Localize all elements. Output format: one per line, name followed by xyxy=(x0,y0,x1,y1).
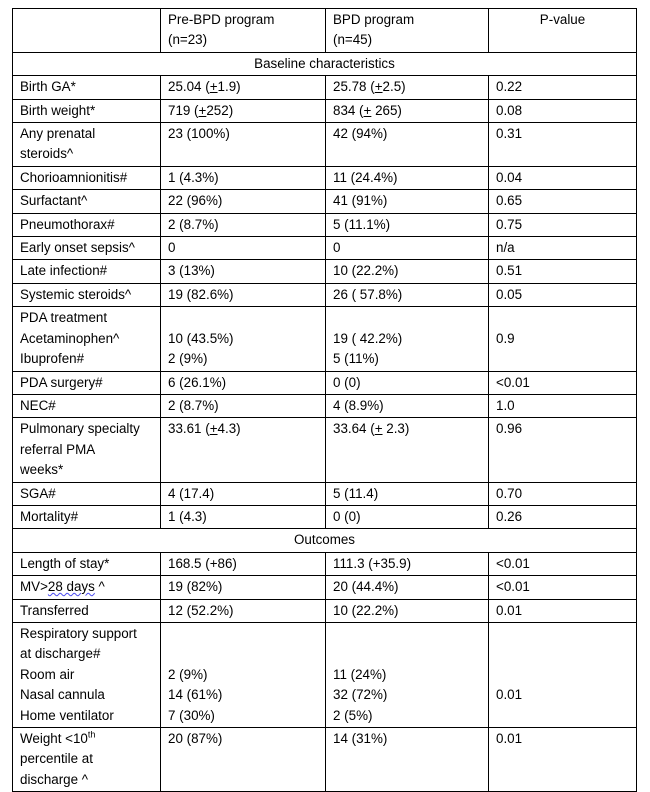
cell-label xyxy=(13,394,161,417)
cell-bpd xyxy=(326,166,489,189)
section-header-row xyxy=(13,529,637,552)
cell-line: 0.75 xyxy=(496,216,523,232)
cell-p xyxy=(489,237,637,260)
text-run: 265) xyxy=(371,102,402,118)
cell-line: PDA surgery# xyxy=(20,374,103,390)
cell-pre xyxy=(161,552,326,575)
cell-pre xyxy=(161,728,326,792)
cell-line: 10 (22.2%) xyxy=(333,263,399,279)
cell-label xyxy=(13,99,161,122)
cell-pre xyxy=(161,599,326,622)
cell-bpd xyxy=(326,123,489,167)
header-pre-n: (n=23) xyxy=(168,32,208,48)
cell-line xyxy=(496,624,629,644)
table-row xyxy=(13,371,637,394)
cell-line: steroids^ xyxy=(20,146,74,162)
cell-label xyxy=(13,622,161,727)
cell-bpd xyxy=(326,728,489,792)
cell-line: 2 (8.7%) xyxy=(168,397,219,413)
cell-line: percentile at xyxy=(20,751,93,767)
table-row xyxy=(13,260,637,283)
cell-line: 0.26 xyxy=(496,508,523,524)
text-run: 25.04 ( xyxy=(168,79,210,95)
cell-line xyxy=(333,419,481,439)
cell-line: 11 (24.4%) xyxy=(333,169,398,185)
cell-line: 0.31 xyxy=(496,126,523,142)
cell-line: 19 (82.6%) xyxy=(168,286,234,302)
cell-bpd xyxy=(326,99,489,122)
cell-line: 23 (100%) xyxy=(168,126,230,142)
table-row xyxy=(13,283,637,306)
cell-bpd xyxy=(326,371,489,394)
cell-line: 0.65 xyxy=(496,193,523,209)
cell-p xyxy=(489,552,637,575)
table-row xyxy=(13,190,637,213)
cell-line: at discharge# xyxy=(20,646,101,662)
cell-label xyxy=(13,123,161,167)
cell-p xyxy=(489,576,637,599)
document-page xyxy=(12,8,637,792)
cell-bpd xyxy=(326,505,489,528)
data-table xyxy=(12,8,637,792)
cell-p xyxy=(489,166,637,189)
cell-line: Systemic steroids^ xyxy=(20,286,132,302)
cell-line: Room air xyxy=(20,666,75,682)
cell-label xyxy=(13,576,161,599)
cell-label xyxy=(13,599,161,622)
cell-line: 2 (8.7%) xyxy=(168,216,219,232)
table-body xyxy=(13,9,637,792)
cell-line: 4 (17.4) xyxy=(168,485,215,501)
text-run: 834 ( xyxy=(333,102,364,118)
cell-p xyxy=(489,622,637,727)
plus-minus-sign: + xyxy=(209,421,218,437)
cell-bpd xyxy=(326,482,489,505)
cell-bpd xyxy=(326,283,489,306)
cell-line xyxy=(168,644,318,664)
cell-line xyxy=(20,729,153,749)
cell-label xyxy=(13,505,161,528)
cell-line: Pulmonary specialty xyxy=(20,421,140,437)
cell-line: 14 (31%) xyxy=(333,731,388,746)
cell-line: 1 (4.3%) xyxy=(168,169,219,185)
cell-line: 0.04 xyxy=(496,169,523,185)
cell-line: 20 (87%) xyxy=(168,731,223,746)
cell-bpd xyxy=(326,599,489,622)
table-row xyxy=(13,123,637,167)
cell-line xyxy=(496,665,629,685)
cell-line xyxy=(496,308,629,328)
header-pre-name: Pre-BPD program xyxy=(168,12,275,27)
cell-pre xyxy=(161,213,326,236)
cell-p xyxy=(489,394,637,417)
section-header-row xyxy=(13,52,637,75)
cell-label xyxy=(13,166,161,189)
cell-line xyxy=(20,577,153,597)
cell-line: Birth GA* xyxy=(20,79,76,95)
cell-p xyxy=(489,190,637,213)
cell-pre xyxy=(161,482,326,505)
cell-p xyxy=(489,213,637,236)
cell-p xyxy=(489,283,637,306)
cell-line: 41 (91%) xyxy=(333,193,388,209)
cell-line: 42 (94%) xyxy=(333,126,388,142)
cell-bpd xyxy=(326,576,489,599)
cell-line: Late infection# xyxy=(20,263,108,279)
text-run: 252) xyxy=(206,102,234,118)
cell-line: 0.96 xyxy=(496,421,523,437)
cell-pre xyxy=(161,99,326,122)
cell-line: 0.9 xyxy=(496,330,515,346)
header-cell-label xyxy=(13,9,161,53)
cell-line: <0.01 xyxy=(496,579,530,595)
cell-line: 0.05 xyxy=(496,286,523,302)
cell-line: Acetaminophen^ xyxy=(20,330,120,346)
cell-line xyxy=(168,101,318,121)
cell-bpd xyxy=(326,394,489,417)
cell-bpd xyxy=(326,190,489,213)
cell-line: 4 (8.9%) xyxy=(333,397,384,413)
cell-line: NEC# xyxy=(20,397,56,413)
cell-line: 20 (44.4%) xyxy=(333,579,399,595)
cell-line: 0 (0) xyxy=(333,508,361,524)
text-run: ^ xyxy=(94,579,105,595)
cell-p xyxy=(489,307,637,371)
table-row xyxy=(13,99,637,122)
plus-minus-sign: + xyxy=(198,102,207,118)
cell-bpd xyxy=(326,260,489,283)
cell-pre xyxy=(161,260,326,283)
cell-p xyxy=(489,482,637,505)
plus-minus-sign: + xyxy=(363,102,372,118)
header-bpd-name: BPD program xyxy=(333,12,415,27)
cell-pre xyxy=(161,371,326,394)
cell-line: 19 ( 42.2%) xyxy=(333,330,403,346)
cell-pre xyxy=(161,394,326,417)
table-row xyxy=(13,76,637,99)
cell-bpd xyxy=(326,76,489,99)
cell-p xyxy=(489,99,637,122)
superscript: th xyxy=(87,729,96,740)
cell-pre xyxy=(161,123,326,167)
cell-line xyxy=(333,101,481,121)
cell-line: weeks* xyxy=(20,462,64,478)
cell-p xyxy=(489,260,637,283)
cell-bpd xyxy=(326,622,489,727)
cell-p xyxy=(489,123,637,167)
table-row xyxy=(13,622,637,727)
cell-label xyxy=(13,213,161,236)
cell-label xyxy=(13,307,161,371)
cell-line: 22 (96%) xyxy=(168,193,223,209)
cell-line: 5 (11.1%) xyxy=(333,216,391,232)
cell-line: 0.08 xyxy=(496,102,523,118)
cell-line: referral PMA xyxy=(20,441,96,457)
cell-line: 7 (30%) xyxy=(168,707,215,723)
cell-line: 2 (5%) xyxy=(333,707,373,723)
header-cell-pre xyxy=(161,9,326,53)
cell-line: 1 (4.3) xyxy=(168,508,207,524)
cell-line: 2 (9%) xyxy=(168,666,208,682)
cell-line xyxy=(333,308,481,328)
cell-p xyxy=(489,76,637,99)
cell-line: 168.5 (+86) xyxy=(168,555,237,571)
text-run: 4.3) xyxy=(217,421,241,437)
table-row xyxy=(13,599,637,622)
text-run: 25.78 ( xyxy=(333,79,375,95)
cell-pre xyxy=(161,166,326,189)
cell-p xyxy=(489,728,637,792)
table-row xyxy=(13,394,637,417)
cell-line: 0.01 xyxy=(496,687,523,703)
cell-line: 5 (11.4) xyxy=(333,485,379,501)
plus-minus-sign: + xyxy=(374,421,383,437)
cell-label xyxy=(13,482,161,505)
cell-pre xyxy=(161,190,326,213)
cell-line xyxy=(333,644,481,664)
cell-line: Early onset sepsis^ xyxy=(20,240,135,256)
cell-p xyxy=(489,371,637,394)
text-run: Weight <10 xyxy=(20,731,88,746)
cell-label xyxy=(13,283,161,306)
cell-line: Surfactant^ xyxy=(20,193,88,209)
cell-line: 0.51 xyxy=(496,263,523,279)
plus-minus-sign: + xyxy=(374,79,383,95)
cell-label xyxy=(13,552,161,575)
cell-bpd xyxy=(326,418,489,482)
plus-minus-sign: + xyxy=(209,79,218,95)
cell-line: 2 (9%) xyxy=(168,351,208,367)
section-title: Baseline characteristics xyxy=(13,52,637,75)
cell-line: 10 (43.5%) xyxy=(168,330,234,346)
cell-label xyxy=(13,237,161,260)
table-row xyxy=(13,482,637,505)
cell-pre xyxy=(161,622,326,727)
cell-label xyxy=(13,418,161,482)
cell-line: 11 (24%) xyxy=(333,666,387,682)
cell-line: 0.01 xyxy=(496,602,523,618)
text-run: 719 ( xyxy=(168,102,199,118)
cell-line: 1.0 xyxy=(496,397,515,413)
text-run: 33.61 ( xyxy=(168,421,210,437)
cell-line: 0 xyxy=(333,240,341,256)
cell-pre xyxy=(161,237,326,260)
table-row xyxy=(13,552,637,575)
cell-p xyxy=(489,505,637,528)
cell-line: Nasal cannula xyxy=(20,687,105,703)
cell-line: 111.3 (+35.9) xyxy=(333,555,412,571)
cell-line: 14 (61%) xyxy=(168,687,223,703)
cell-line: Birth weight* xyxy=(20,102,96,118)
table-row xyxy=(13,213,637,236)
table-row xyxy=(13,237,637,260)
header-cell-bpd xyxy=(326,9,489,53)
cell-label xyxy=(13,190,161,213)
cell-label xyxy=(13,728,161,792)
cell-pre xyxy=(161,576,326,599)
cell-line: 0 (0) xyxy=(333,374,361,390)
cell-line xyxy=(168,624,318,644)
table-row xyxy=(13,728,637,792)
cell-pre xyxy=(161,418,326,482)
header-row xyxy=(13,9,637,53)
spellcheck-underlined-text: 28 days xyxy=(47,579,95,595)
cell-line: 3 (13%) xyxy=(168,263,215,279)
cell-line: 26 ( 57.8%) xyxy=(333,286,403,302)
table-row xyxy=(13,576,637,599)
cell-pre xyxy=(161,76,326,99)
table-row xyxy=(13,418,637,482)
cell-pre xyxy=(161,505,326,528)
cell-line: discharge ^ xyxy=(20,771,89,787)
cell-label xyxy=(13,76,161,99)
cell-bpd xyxy=(326,213,489,236)
table-row xyxy=(13,307,637,371)
cell-line: Home ventilator xyxy=(20,707,114,723)
cell-line: n/a xyxy=(496,240,515,256)
cell-line: 12 (52.2%) xyxy=(168,602,234,618)
text-run: 2.5) xyxy=(382,79,406,95)
cell-line: SGA# xyxy=(20,485,56,501)
cell-line: 19 (82%) xyxy=(168,579,223,595)
cell-line xyxy=(333,624,481,644)
cell-line xyxy=(333,77,481,97)
cell-line: Respiratory support xyxy=(20,625,137,641)
cell-line: 6 (26.1%) xyxy=(168,374,227,390)
cell-bpd xyxy=(326,307,489,371)
cell-line: 32 (72%) xyxy=(333,687,388,703)
cell-line: <0.01 xyxy=(496,555,530,571)
text-run: 2.3) xyxy=(382,421,410,437)
cell-line: Length of stay* xyxy=(20,555,110,571)
text-run: 33.64 ( xyxy=(333,421,375,437)
cell-line: Any prenatal xyxy=(20,126,96,142)
table-row xyxy=(13,166,637,189)
cell-p xyxy=(489,599,637,622)
cell-line: 0.01 xyxy=(496,731,523,746)
text-run: 1.9) xyxy=(217,79,241,95)
cell-bpd xyxy=(326,552,489,575)
cell-line: Chorioamnionitis# xyxy=(20,169,128,185)
cell-line xyxy=(168,419,318,439)
table-row xyxy=(13,505,637,528)
header-bpd-n: (n=45) xyxy=(333,32,373,48)
cell-line: 0 xyxy=(168,240,176,256)
cell-label xyxy=(13,371,161,394)
cell-line: Pneumothorax# xyxy=(20,216,115,232)
cell-pre xyxy=(161,307,326,371)
cell-line xyxy=(168,77,318,97)
cell-line: <0.01 xyxy=(496,374,530,390)
cell-pre xyxy=(161,283,326,306)
cell-label xyxy=(13,260,161,283)
section-title: Outcomes xyxy=(13,529,637,552)
cell-line: Ibuprofen# xyxy=(20,351,85,367)
cell-line: Transferred xyxy=(20,602,89,618)
header-cell-pvalue: P-value xyxy=(489,9,637,53)
cell-line: Mortality# xyxy=(20,508,79,524)
cell-line: 5 (11%) xyxy=(333,351,379,367)
cell-line xyxy=(168,308,318,328)
cell-p xyxy=(489,418,637,482)
cell-line: 0.70 xyxy=(496,485,523,501)
cell-bpd xyxy=(326,237,489,260)
text-run: MV> xyxy=(20,579,48,595)
cell-line: 0.22 xyxy=(496,79,523,95)
cell-line: 10 (22.2%) xyxy=(333,602,399,618)
cell-line xyxy=(496,644,629,664)
cell-line: PDA treatment xyxy=(20,310,108,326)
